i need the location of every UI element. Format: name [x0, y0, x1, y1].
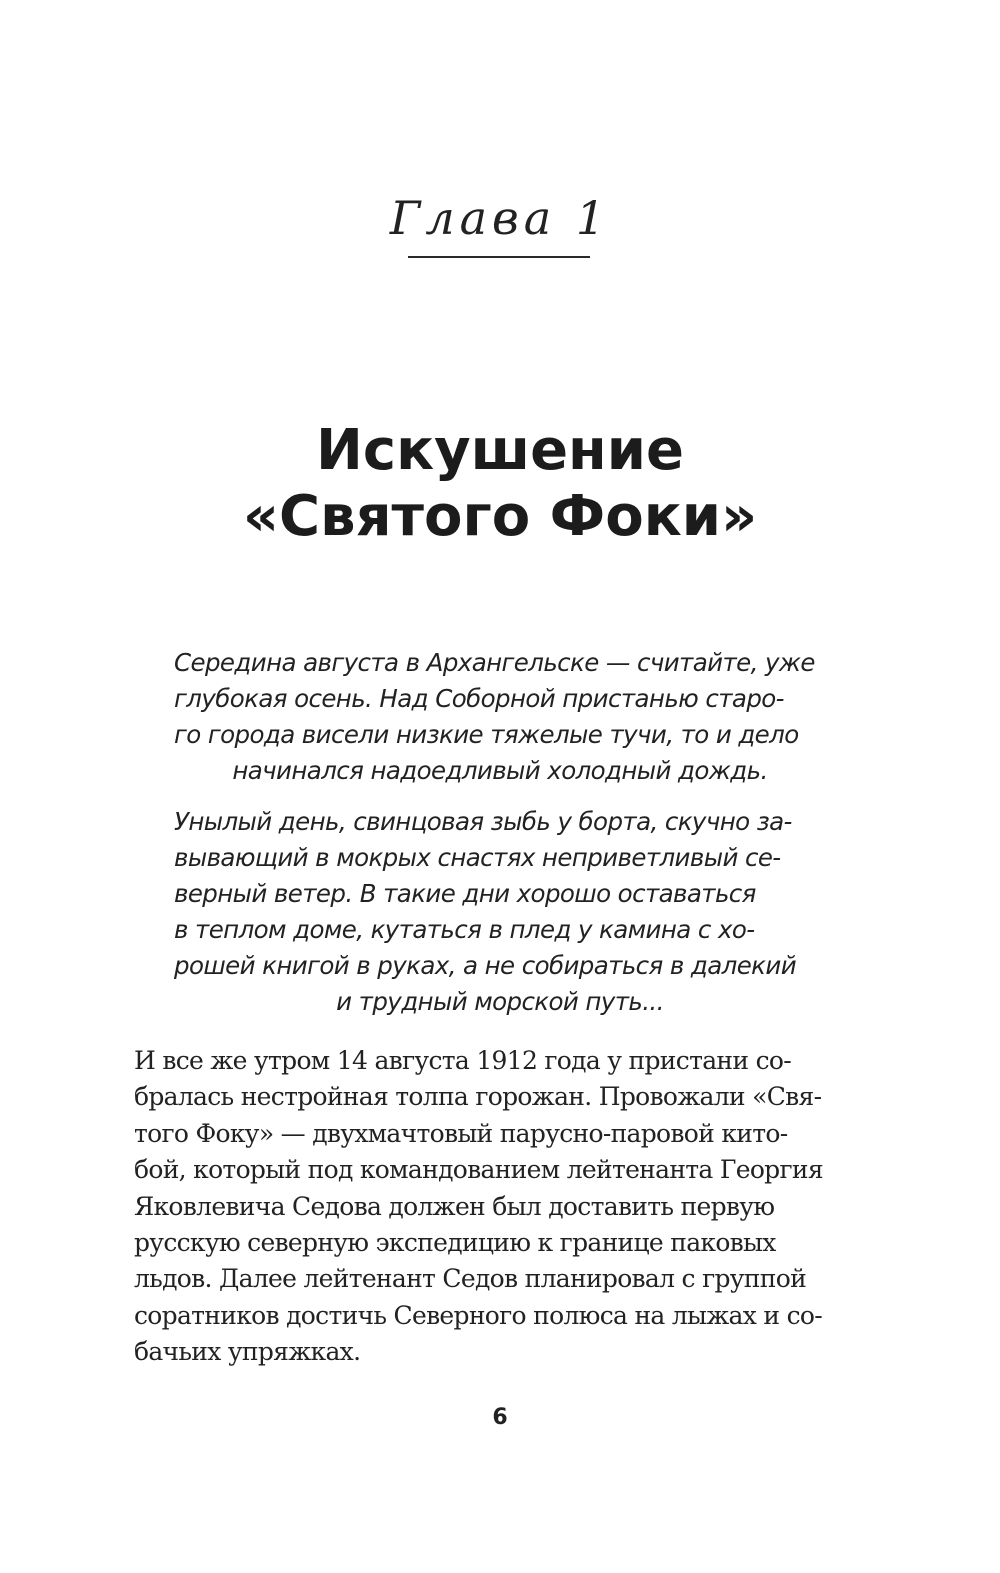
- chapter-number: Глава 1: [389, 191, 611, 245]
- epigraph-line: го города висели низкие тяжелые тучи, то и дело: [174, 720, 799, 749]
- body-line: русскую северную экспедицию к границе паковых: [134, 1228, 776, 1258]
- epigraph-line: вывающий в мокрых снастях неприветливый се-: [174, 843, 781, 872]
- chapter-title-line: Искушение: [316, 418, 684, 483]
- epigraph-line: и трудный морской путь...: [336, 987, 664, 1016]
- body-line: бой, который под командованием лейтенанта Георгия: [134, 1155, 823, 1185]
- epigraph-paragraph: [174, 645, 826, 789]
- chapter-title-line: «Святого Фоки»: [242, 484, 758, 549]
- page-number: 6: [492, 1405, 508, 1430]
- body-paragraph: [134, 1043, 866, 1371]
- body-line: И все же утром 14 августа 1912 года у пристани со-: [134, 1046, 791, 1075]
- body-line: бачьих упряжках.: [134, 1337, 361, 1367]
- epigraph-line: начинался надоедливый холодный дождь.: [232, 756, 768, 785]
- body-line: бралась нестройная толпа горожан. Провожали «Свя-: [134, 1082, 822, 1112]
- epigraph-line: Унылый день, свинцовая зыбь у борта, скучно за-: [174, 807, 792, 836]
- chapter-title: [0, 418, 1000, 550]
- epigraph-line: верный ветер. В такие дни хорошо оставаться: [174, 879, 756, 908]
- body-line: того Фоку» — двухмачтовый парусно-паровой кито-: [134, 1118, 788, 1148]
- body-line: льдов. Далее лейтенант Седов планировал с группой: [134, 1264, 807, 1294]
- epigraph-paragraph: [174, 804, 826, 1020]
- chapter-underline: [408, 256, 590, 258]
- epigraph-line: Середина августа в Архангельске — считайте, уже: [174, 648, 815, 677]
- epigraph-line: глубокая осень. Над Соборной пристанью старо-: [174, 684, 784, 713]
- body-line: соратников достичь Северного полюса на лыжах и со-: [134, 1300, 823, 1330]
- body-line: Яковлевича Седова должен был доставить первую: [134, 1191, 775, 1221]
- epigraph-line: рошей книгой в руках, а не собираться в далекий: [174, 951, 797, 980]
- epigraph-line: в теплом доме, кутаться в плед у камина с хо-: [174, 915, 755, 944]
